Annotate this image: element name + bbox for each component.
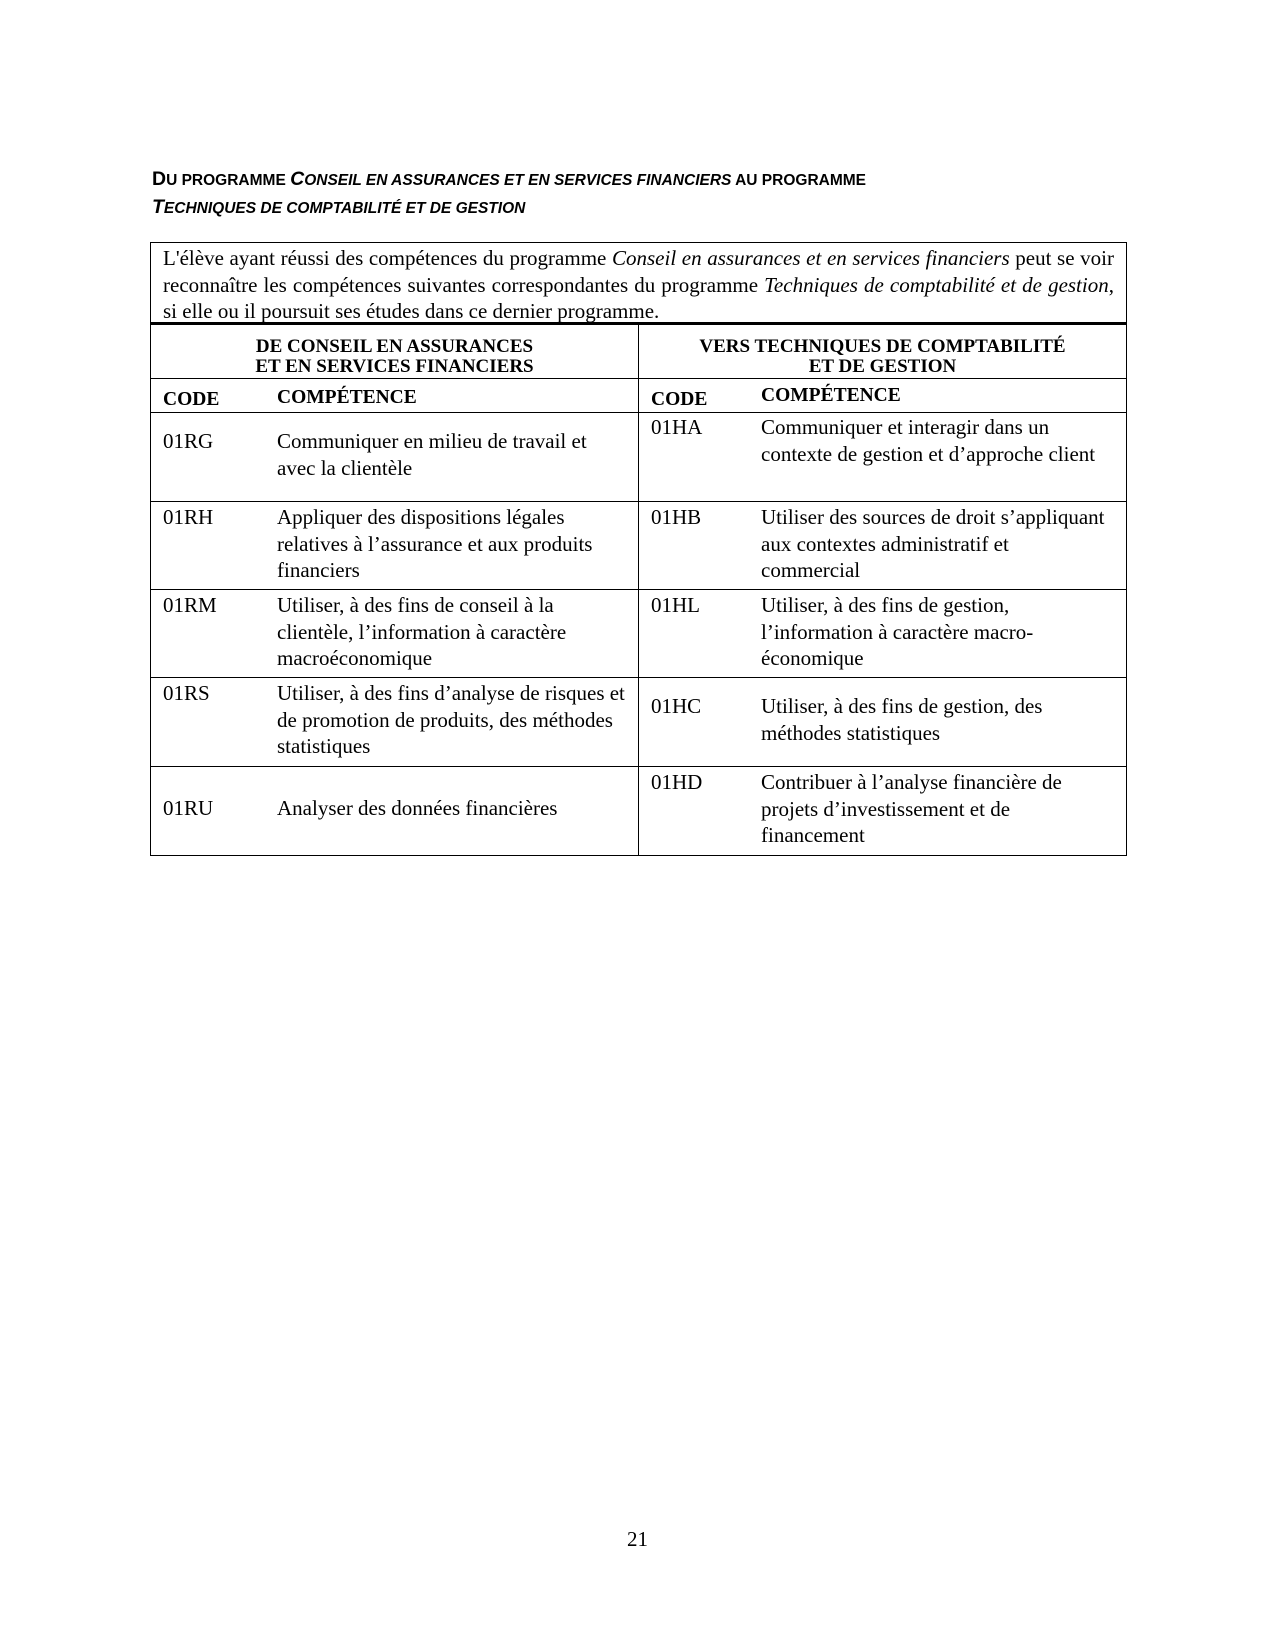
code-header: CODE [163,389,220,410]
equivalence-table [150,242,1127,856]
heading-program-name: ECHNIQUES DE COMPTABILITÉ ET DE GESTION [163,200,526,217]
table-row [639,767,1126,855]
table-row [151,413,638,502]
row-code: 01RG [163,429,214,453]
heading-initial: D [152,168,167,190]
row-competence: Communiquer en milieu de travail et avec la clientèle [277,429,587,480]
table-grid [151,323,1126,855]
row-competence: Analyser des données financières [277,796,558,820]
heading-initial: C [290,168,305,190]
row-competence: Utiliser des sources de droit s’appliquant aux contextes administratif et commercial [761,505,1105,582]
right-title-line-2: ET DE GESTION [808,356,957,377]
intro-program-name: Techniques de comptabilité et de gestion [764,272,1109,297]
left-title-line-2: ET EN SERVICES FINANCIERS [255,356,534,377]
heading-program-name: ONSEIL EN ASSURANCES ET EN SERVICES FINANCIERS [304,172,732,189]
heading-text: U PROGRAMME [166,172,291,189]
row-code: 01RS [163,681,210,705]
code-header: CODE [651,389,708,410]
row-competence: Contribuer à l’analyse financière de projets d’investissement et de financement [761,770,1062,847]
intro-paragraph [151,243,1126,323]
table-row [639,678,1126,767]
table-row [151,678,638,767]
row-code: 01HC [651,694,702,718]
row-competence: Appliquer des dispositions légales relatives à l’assurance et aux produits financiers [277,505,593,582]
left-column-header [151,379,638,413]
row-code: 01RH [163,505,214,529]
table-row [639,413,1126,502]
row-code: 01HB [651,505,702,529]
right-column [639,323,1126,855]
left-column-title [151,323,638,379]
page-number: 21 [627,1527,648,1551]
intro-text: L'élève ayant réussi des compétences du programme [163,246,612,270]
intro-text: peut se voir reconnaître les compétences suivantes correspondantes du programme [163,246,1115,297]
intro-text: , si elle ou il poursuit ses études dans ce dernier programme. [163,272,1114,323]
right-column-title [639,323,1126,379]
row-competence: Utiliser, à des fins de conseil à la clientèle, l’information à caractère macroéconomique [277,593,567,670]
table-row [151,502,638,590]
heading-text: AU PROGRAMME [731,172,866,189]
row-competence: Utiliser, à des fins de gestion, l’information à caractère macro-économique [761,593,1034,670]
row-code: 01HA [651,415,703,439]
row-code: 01HL [651,593,700,617]
row-code: 01HD [651,770,703,794]
heading-line-2 [152,194,1132,222]
competence-header: COMPÉTENCE [277,387,417,408]
intro-program-name: Conseil en assurances et en services financiers [611,246,1010,270]
row-code: 01RM [163,593,217,617]
row-competence: Utiliser, à des fins d’analyse de risques et de promotion de produits, des méthodes statistiques [277,681,625,758]
heading-line-1 [152,166,1132,194]
section-heading [152,166,1132,222]
row-competence: Communiquer et interagir dans un contexte de gestion et d’approche client [761,415,1096,466]
row-competence: Utiliser, à des fins de gestion, des méthodes statistiques [761,694,1043,745]
heading-initial: T [152,196,164,218]
right-title-line-1: VERS TECHNIQUES DE COMPTABILITÉ [699,336,1066,357]
table-row [639,590,1126,678]
table-row [639,502,1126,590]
table-row [151,767,638,855]
right-column-header [639,379,1126,413]
left-column [151,323,639,855]
left-title-line-1: DE CONSEIL EN ASSURANCES [255,336,534,357]
row-code: 01RU [163,796,214,820]
table-row [151,590,638,678]
competence-header: COMPÉTENCE [761,385,901,406]
